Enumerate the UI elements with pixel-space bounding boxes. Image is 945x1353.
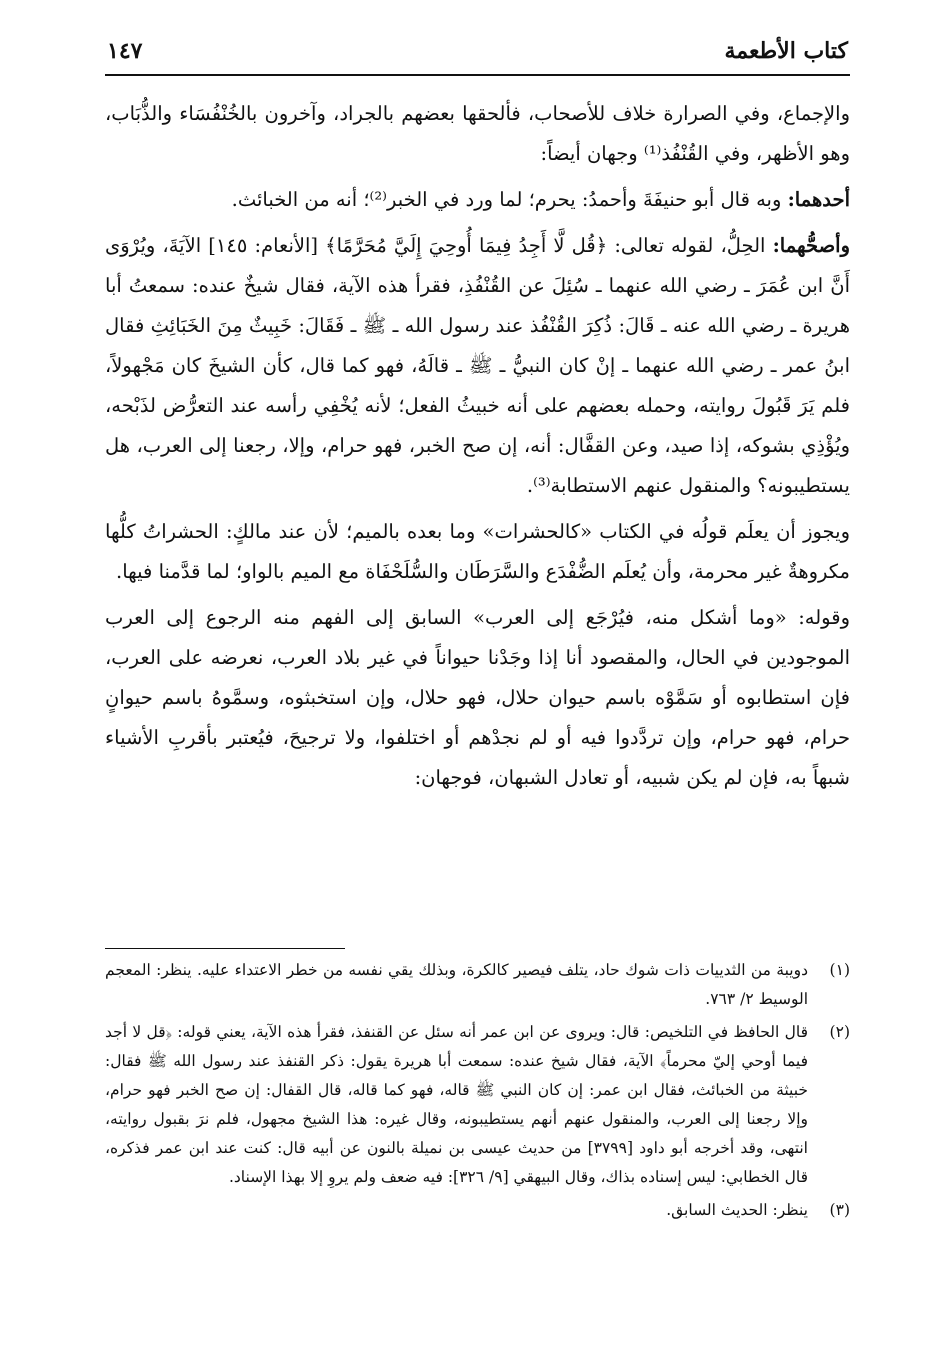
footnote-text: دويبة من الثدييات ذات شوك حاد، يتلف فيصير كالكرة، وبذلك يقي نفسه من خطر الاعتداء عليه. ينظر: المعجم الوسيط ٢/ ٧٦٣. (105, 961, 808, 1008)
footnote (105, 1196, 850, 1225)
footnote (105, 1018, 850, 1192)
footnote-number: (٢) (829, 1023, 850, 1041)
paragraph-lead: وأصحُّهما: (772, 234, 850, 257)
paragraph (105, 598, 850, 798)
paragraph (105, 180, 850, 220)
paragraph-text: والإجماع، وفي الصرارة خلاف للأصحاب، فألحقها بعضهم بالجراد، وآخرون بالخُنْفُسَاء والذُّبَاب، وهو الأظهر، وفي القُنْفُذ⁽¹⁾ وجهان أيضاً: (105, 102, 850, 165)
paragraph (105, 94, 850, 174)
paragraph (105, 512, 850, 592)
paragraph-lead: أحدهما: (787, 188, 850, 211)
paragraph-text: ويجوز أن يعلَم قولُه في الكتاب «كالحشرات» وما بعده بالميم؛ لأن عند مالكٍ: الحشراتُ كلُّها مكروهةٌ غير محرمة، وأن يُعلَم الضُّفْدَع والسَّرَطَان والسُّلَحْفَاة مع الميم بالواو؛ لما قدَّمنا فيها. (105, 520, 850, 583)
footnotes (105, 956, 850, 1229)
footnote-number: (١) (829, 961, 850, 979)
footnote-number: (٣) (829, 1201, 850, 1219)
main-text (105, 94, 850, 798)
footnote-text: قال الحافظ في التلخيص: قال: ويروى عن ابن عمر أنه سئل عن القنفذ، فقرأ هذه الآية، يعني قوله: ﴿قل لا أجد فيما أوحي إليّ محرماً﴾ الآية، فقال شيخ عنده: سمعت أبا هريرة يقول: ذكر القنفذ عند رسول الله ﷺ فقال: خبيثة من الخبائث، فقال ابن عمر: إن كان النبي ﷺ قاله، فهو كما قاله، قال القفال: إن صح الخبر فهو حرام، وإلا رجعنا إلى العرب، والمنقول عنهم أنهم يستطيبونه، وقال غيره: هذا الشيخ مجهول، فلم نرَ بقبول روايته، انتهى، وقد أخرجه أبو داود [٣٧٩٩] من حديث عيسى بن نميلة بالنون عن أبيه قال: كنت عند ابن عمر فذكره، قال الخطابي: ليس إسناده بذاك، وقال البيهقي [٩/ ٣٢٦]: فيه ضعف ولم يروِ إلا بهذا الإسناد. (105, 1023, 808, 1186)
page-number: ١٤٧ (107, 38, 143, 64)
paragraph-text: الحِلُّ، لقوله تعالى: ﴿قُل لَّا أَجِدُ فِيمَا أُوحِيَ إِلَيَّ مُحَرَّمًا﴾ [الأنعام: ١٤٥] الآيَةَ، ويُرْوَى أَنَّ ابن عُمَرَ ـ رضي الله عنهما ـ سُئِلَ عن القُنْفُذِ، فقرأ هذه الآية، فقال شيخٌ عنده: سمعتُ أبا هريرة ـ رضي الله عنه ـ قَالَ: ذُكِرَ القُنْفُذ عند رسول الله ـ ﷺ ـ فَقَالَ: خَبِيثٌ مِنَ الخَبَائِثِ فقال ابنُ عمر ـ رضي الله عنهما ـ إنْ كان النبيُّ ـ ﷺ ـ قالَهُ، فهو كما قال، كأن الشيخَ كان مَجْهولاً، فلم يَرَ قَبُولَ روايته، وحمله بعضهم على أنه خبيثُ الفعل؛ لأنه يُخْفِي رأسه عند التعرُّض لذَبْحه، ويُؤْذِي بشوكه، إذا صيد، وعن القفَّال: أنه، إن صح الخبر، فهو حرام، وإلا، رجعنا إلى العرب، هل يستطيبونه؟ والمنقول عنهم الاستطابة⁽³⁾. (105, 234, 850, 497)
paragraph-text: وبه قال أبو حنيفَةَ وأحمدُ: يحرم؛ لما ورد في الخبر⁽²⁾؛ أنه من الخبائث. (231, 188, 782, 211)
running-header (105, 38, 850, 76)
chapter-title: كتاب الأطعمة (724, 38, 848, 64)
footnote (105, 956, 850, 1014)
paragraph-text: وقوله: «وما أشكل منه، فيُرْجَع إلى العرب» السابق إلى الفهم منه الرجوع إلى العرب الموجودين في الحال، والمقصود أنا إذا وجَدْنا حيواناً في غير بلاد العرب، نعرضه على العرب، فإن استطابوه أو سَمَّوْه باسم حيوان حلال، فهو حلال، وإن استخبثوه، وسمَّوهُ باسم حيوانٍ حرام، فهو حرام، وإن تردَّدوا فيه أو لم نجدْهم أو اختلفوا، ولا ترجيحَ، فيُعتبر بأقربِ الأشياء شبهاً به، فإن لم يكن شبيه، أو تعادل الشبهان، فوجهان: (105, 606, 850, 789)
book-page (105, 38, 850, 1219)
footnote-text: ينظر: الحديث السابق. (666, 1201, 808, 1219)
footnote-separator (105, 948, 345, 949)
paragraph (105, 226, 850, 506)
